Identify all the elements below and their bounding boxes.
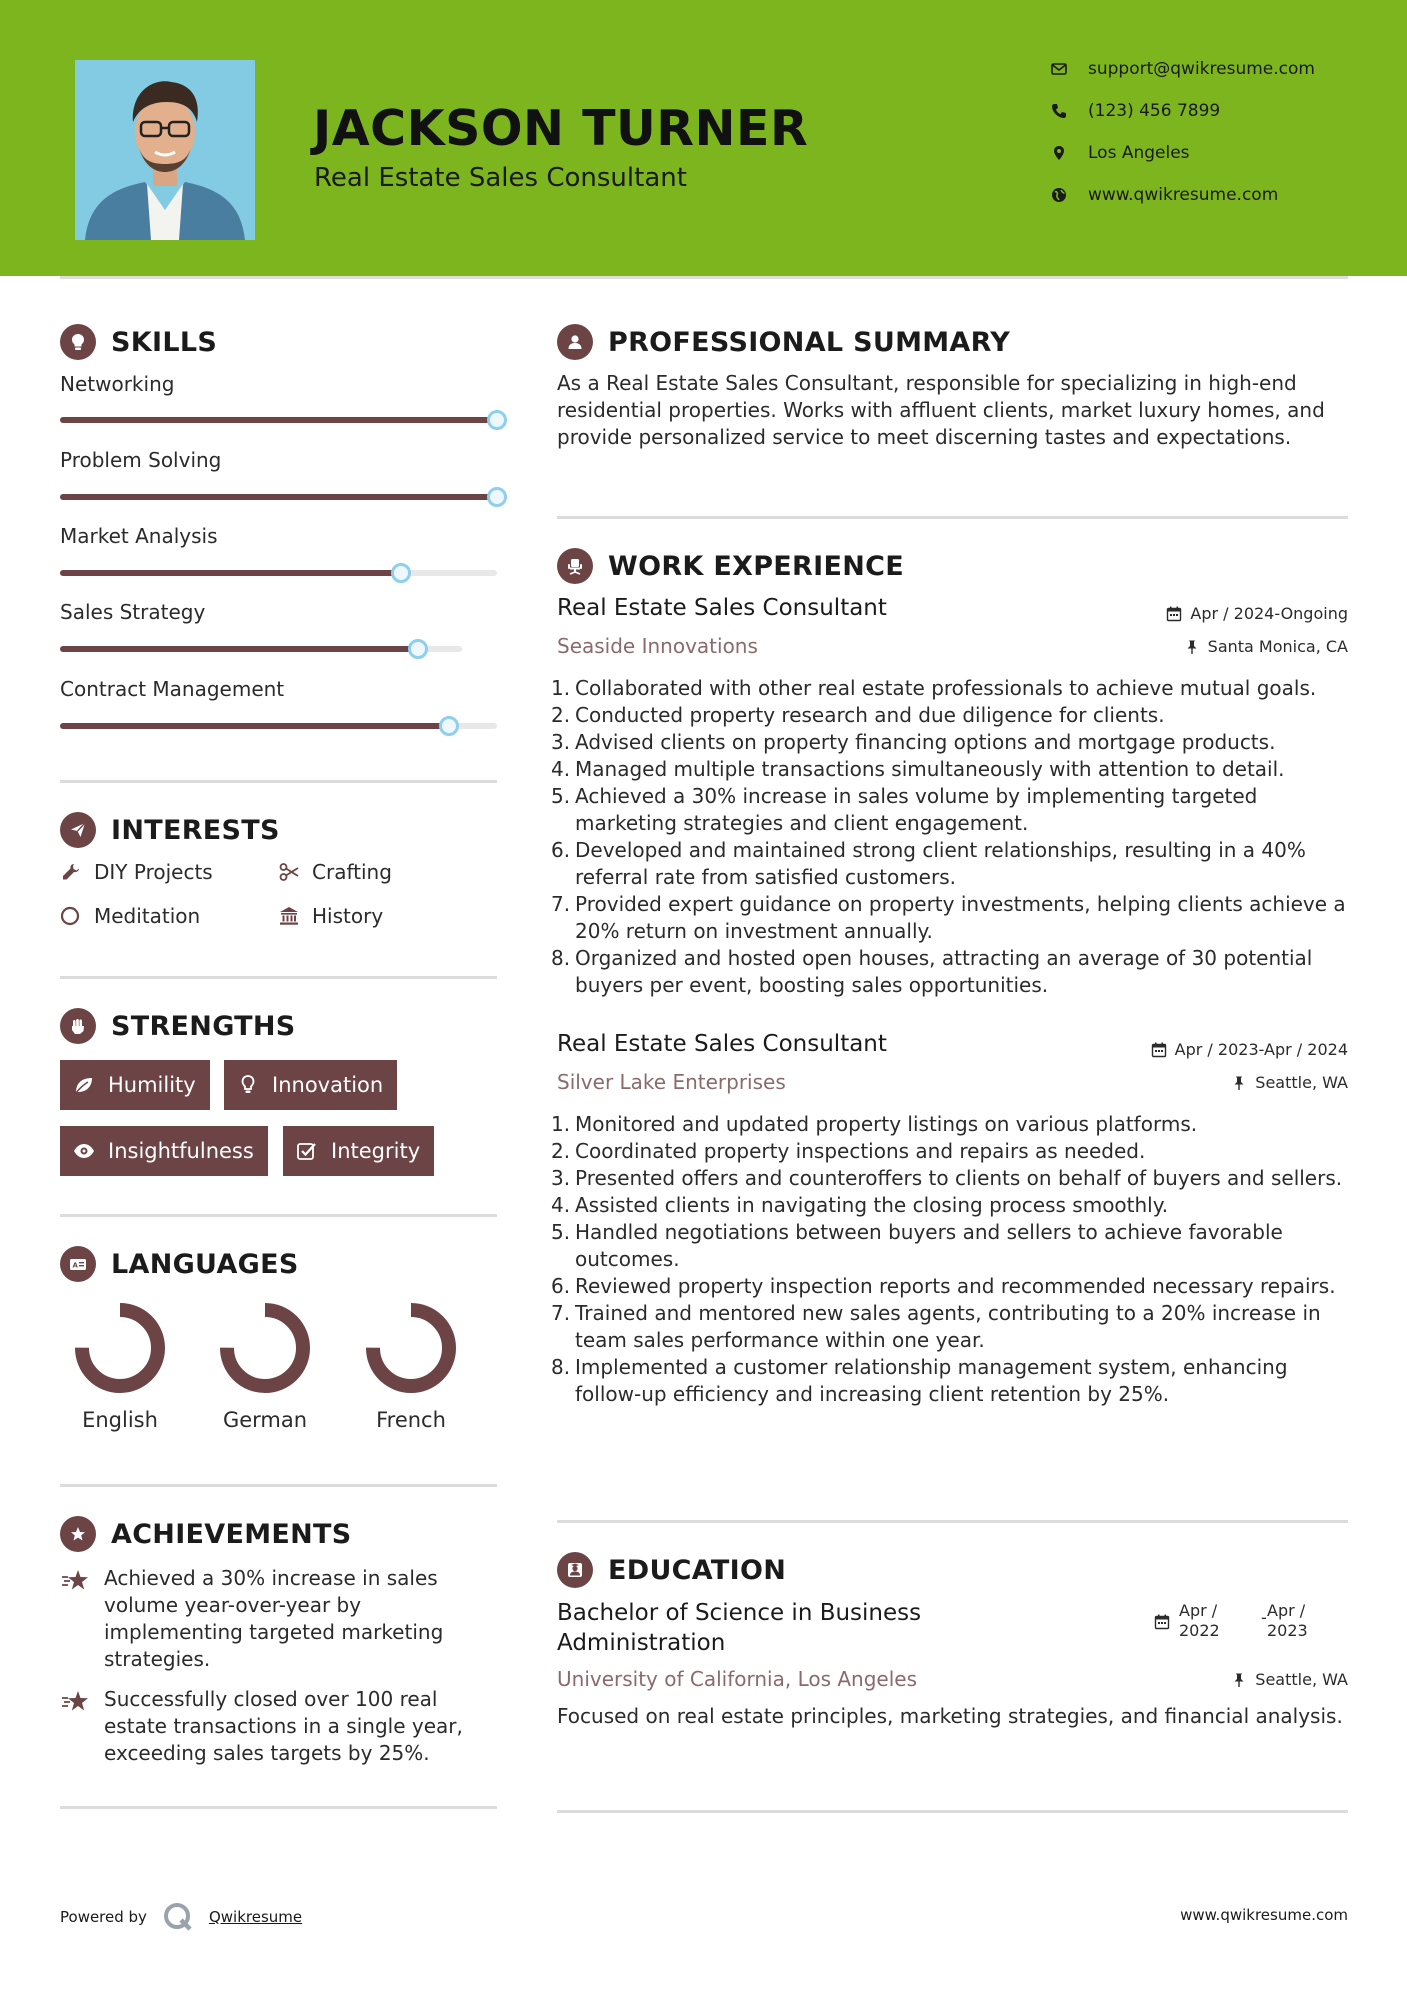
list-item: 4. Assisted clients in navigating the closing process smoothly.	[551, 1193, 1169, 1217]
language-item	[351, 1300, 471, 1432]
education-end-year: 2023	[1267, 1621, 1308, 1640]
skill-bar	[60, 723, 497, 729]
job-location-text: Santa Monica, CA	[1207, 637, 1348, 656]
strengths-section-icon	[60, 1008, 96, 1044]
star-badge-icon	[68, 1524, 88, 1544]
strength-label: Insightfulness	[108, 1139, 254, 1163]
education-location	[1231, 1670, 1348, 1689]
institution-icon	[278, 905, 300, 927]
education-title: EDUCATION	[608, 1555, 787, 1586]
strength-label: Innovation	[272, 1073, 384, 1097]
section-divider	[60, 1214, 497, 1217]
language-item	[205, 1300, 325, 1432]
circle-icon	[60, 905, 82, 927]
leaf-icon	[72, 1073, 96, 1097]
contact-website[interactable]	[1050, 183, 1278, 207]
education-date-separator: -	[1261, 1608, 1267, 1627]
header-divider	[60, 276, 1348, 279]
contact-location-text: Los Angeles	[1088, 143, 1190, 163]
skill-bar-fill	[60, 646, 418, 652]
job-bullet-list	[551, 1111, 1351, 1408]
education-start-date	[1179, 1601, 1220, 1641]
list-item: 4. Managed multiple transactions simultaneously with attention to detail.	[551, 757, 1285, 781]
skills-title: SKILLS	[111, 327, 218, 358]
section-divider	[557, 516, 1348, 519]
summary-section-icon	[557, 324, 593, 360]
strength-label: Humility	[108, 1073, 196, 1097]
job-date-text: Apr / 2023-Apr / 2024	[1174, 1040, 1348, 1059]
list-item: 1. Collaborated with other real estate professionals to achieve mutual goals.	[551, 676, 1317, 700]
job-date-text: Apr / 2024-Ongoing	[1190, 604, 1348, 623]
section-divider	[60, 1806, 497, 1809]
skill-label: Contract Management	[60, 677, 285, 701]
qwikresume-logo-icon	[161, 1900, 195, 1934]
job-location-text: Seattle, WA	[1255, 1073, 1348, 1092]
list-item: 6. Reviewed property inspection reports and recommended necessary repairs.	[551, 1274, 1336, 1298]
achievements-title: ACHIEVEMENTS	[111, 1519, 352, 1550]
interest-label: DIY Projects	[94, 860, 213, 884]
list-item: 2. Coordinated property inspections and repairs as needed.	[551, 1139, 1146, 1163]
interest-label: Meditation	[94, 904, 201, 928]
section-divider	[557, 1520, 1348, 1523]
summary-title: PROFESSIONAL SUMMARY	[608, 327, 1011, 358]
language-level-ring	[363, 1300, 459, 1396]
interest-item	[278, 860, 392, 884]
list-item: 5. Handled negotiations between buyers and sellers to achieve favorable outcomes.	[551, 1220, 1283, 1271]
svg-text:A: A	[72, 1261, 78, 1270]
language-label: German	[222, 1408, 308, 1432]
envelope-icon	[1050, 60, 1068, 78]
profile-photo	[75, 60, 255, 240]
job-company: Silver Lake Enterprises	[557, 1070, 786, 1094]
education-end-date	[1267, 1601, 1308, 1641]
language-level-ring	[217, 1300, 313, 1396]
strength-tag	[283, 1126, 434, 1176]
list-item: 7. Provided expert guidance on property investments, helping clients achieve a 20% return on investment annually.	[551, 892, 1346, 943]
languages-section-icon	[60, 1246, 96, 1282]
list-item: 8. Organized and hosted open houses, attracting an average of 30 potential buyers per event, boosting sales opportunities.	[551, 946, 1313, 997]
map-pin-icon	[1050, 144, 1068, 162]
user-icon	[565, 332, 585, 352]
skill-label: Problem Solving	[60, 448, 222, 472]
wrench-icon	[60, 861, 82, 883]
section-divider	[60, 1484, 497, 1487]
section-divider	[60, 976, 497, 979]
skill-bar-knob	[408, 639, 428, 659]
interests-title: INTERESTS	[111, 815, 280, 846]
education-location-text: Seattle, WA	[1255, 1670, 1348, 1689]
scissors-icon	[278, 861, 300, 883]
pushpin-icon	[1184, 639, 1200, 655]
list-item: 2. Conducted property research and due diligence for clients.	[551, 703, 1165, 727]
job-title: Real Estate Sales Consultant	[557, 1031, 887, 1057]
skill-bar	[60, 417, 497, 423]
list-item: 1. Monitored and updated property listings on various platforms.	[551, 1112, 1198, 1136]
paper-plane-icon	[68, 820, 88, 840]
languages-title: LANGUAGES	[111, 1249, 299, 1280]
resume-header	[0, 0, 1407, 276]
skill-bar	[60, 570, 497, 576]
achievements-section-icon	[60, 1516, 96, 1552]
language-label: French	[376, 1408, 446, 1432]
list-item: 7. Trained and mentored new sales agents, contributing to a 20% increase in team sales performance within one year.	[551, 1301, 1321, 1352]
contact-email-text: support@qwikresume.com	[1088, 59, 1315, 79]
skill-bar-fill	[60, 417, 497, 423]
pushpin-icon	[1231, 1075, 1247, 1091]
interest-item	[60, 904, 200, 928]
job-location	[1184, 637, 1348, 656]
job-date	[1166, 604, 1348, 623]
lightbulb-icon	[236, 1073, 260, 1097]
skill-bar-fill	[60, 723, 449, 729]
language-icon	[68, 1254, 88, 1274]
strength-tag	[60, 1126, 268, 1176]
calendar-icon	[1166, 606, 1182, 622]
skill-bar-knob	[439, 716, 459, 736]
strength-tag	[224, 1060, 397, 1110]
education-end-month: Apr /	[1267, 1601, 1306, 1620]
experience-title: WORK EXPERIENCE	[608, 551, 904, 582]
interest-item	[60, 860, 213, 884]
skill-bar	[60, 646, 462, 652]
achievement-item	[60, 1686, 500, 1767]
skill-label: Market Analysis	[60, 524, 218, 548]
contact-phone[interactable]	[1050, 99, 1220, 123]
list-item: 5. Achieved a 30% increase in sales volume by implementing targeted marketing strategies and client engagement.	[551, 784, 1258, 835]
job-bullet-list	[551, 675, 1351, 999]
skill-bar-knob	[487, 487, 507, 507]
list-item: 6. Developed and maintained strong client relationships, resulting in a 40% referral rate from satisfied customers.	[551, 838, 1306, 889]
job-location	[1231, 1073, 1348, 1092]
list-item: 8. Implemented a customer relationship management system, enhancing follow-up efficiency and increasing client retention by 25%.	[551, 1355, 1288, 1406]
raised-fist-icon	[68, 1016, 88, 1036]
list-item: 3. Advised clients on property financing options and mortgage products.	[551, 730, 1276, 754]
person-portrait-icon	[75, 60, 255, 240]
skill-label: Networking	[60, 372, 175, 396]
phone-icon	[1050, 102, 1068, 120]
section-divider	[557, 1810, 1348, 1813]
globe-icon	[1050, 186, 1068, 204]
language-item	[60, 1300, 180, 1432]
language-label: English	[82, 1408, 158, 1432]
interest-label: History	[312, 904, 384, 928]
skill-bar	[60, 494, 497, 500]
summary-text: As a Real Estate Sales Consultant, responsible for specializing in high-end residential properties. Works with affluent clients, market luxury homes, and provide personalized service to meet discerning tastes and expectations.	[557, 371, 1325, 449]
pushpin-icon	[1231, 1672, 1247, 1688]
candidate-name: JACKSON TURNER	[313, 100, 809, 157]
education-section-icon	[557, 1552, 593, 1588]
degree-line-2: Administration	[557, 1630, 726, 1656]
skill-bar-fill	[60, 494, 497, 500]
achievement-text: Successfully closed over 100 real estate transactions in a single year, exceeding sales targets by 25%.	[104, 1687, 463, 1765]
graduate-icon	[565, 1560, 585, 1580]
check-square-icon	[295, 1139, 319, 1163]
skill-label: Sales Strategy	[60, 600, 206, 624]
footer-powered-by	[60, 1900, 302, 1934]
education-school: University of California, Los Angeles	[557, 1667, 918, 1691]
interests-section-icon	[60, 812, 96, 848]
language-level-ring	[72, 1300, 168, 1396]
calendar-icon	[1154, 1614, 1170, 1630]
strengths-title: STRENGTHS	[111, 1011, 296, 1042]
strength-tag	[60, 1060, 210, 1110]
section-divider	[60, 780, 497, 783]
contact-website-text: www.qwikresume.com	[1088, 185, 1279, 205]
interest-item	[278, 904, 383, 928]
contact-email[interactable]	[1050, 57, 1315, 81]
job-date	[1151, 1040, 1348, 1059]
interest-label: Crafting	[312, 860, 392, 884]
eye-icon	[72, 1139, 96, 1163]
experience-section-icon	[557, 548, 593, 584]
education-description: Focused on real estate principles, marketing strategies, and financial analysis.	[557, 1704, 1343, 1728]
skill-bar-knob	[487, 410, 507, 430]
qwikresume-link[interactable]: Qwikresume	[208, 1908, 303, 1926]
degree-line-1: Bachelor of Science in Business	[557, 1600, 922, 1626]
job-title: Real Estate Sales Consultant	[557, 595, 887, 621]
education-start-month: Apr /	[1179, 1601, 1218, 1620]
star-icon	[60, 1688, 92, 1716]
job-company: Seaside Innovations	[557, 634, 758, 658]
education-start-year: 2022	[1179, 1621, 1220, 1640]
achievement-item	[60, 1565, 500, 1673]
star-icon	[60, 1567, 92, 1595]
skills-section-icon	[60, 324, 96, 360]
calendar-icon	[1151, 1042, 1167, 1058]
candidate-role: Real Estate Sales Consultant	[314, 163, 687, 193]
office-chair-icon	[565, 556, 585, 576]
skill-bar-fill	[60, 570, 401, 576]
list-item: 3. Presented offers and counteroffers to clients on behalf of buyers and sellers.	[551, 1166, 1343, 1190]
achievement-text: Achieved a 30% increase in sales volume year-over-year by implementing targeted marketing strategies.	[104, 1566, 444, 1671]
contact-phone-text: (123) 456 7899	[1088, 101, 1221, 121]
powered-by-text: Powered by	[60, 1908, 147, 1926]
lightbulb-icon	[68, 332, 88, 352]
footer-website[interactable]: www.qwikresume.com	[1180, 1906, 1348, 1924]
contact-location	[1050, 141, 1190, 165]
skill-bar-knob	[391, 563, 411, 583]
strength-label: Integrity	[331, 1139, 421, 1163]
